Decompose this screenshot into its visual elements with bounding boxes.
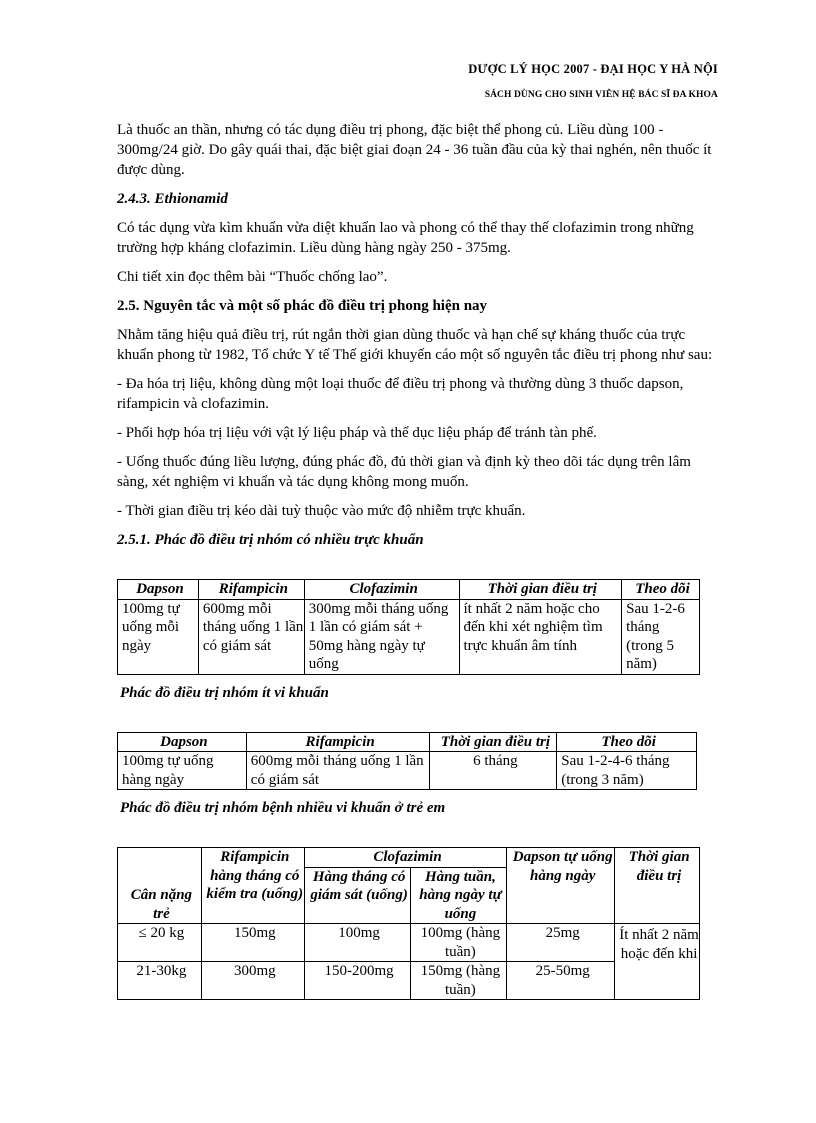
table-header: Hàng tuần, hàng ngày tự uống — [410, 867, 507, 924]
table-header: Theo dõi — [557, 732, 697, 752]
table-header: Rifampicin hàng tháng có kiểm tra (uống) — [201, 848, 304, 924]
paragraph: Có tác dụng vừa kìm khuẩn vừa diệt khuẩn lao và phong có thể thay thế clofazimin trong những trường hợp kháng clofazimin. Liều dùng hàng ngày 250 - 375mg. — [117, 220, 694, 256]
paragraph: Nhằm tăng hiệu quả điều trị, rút ngắn thời gian dùng thuốc và hạn chế sự kháng thuốc của trực khuẩn phong từ 1982, Tổ chức Y tế Thế giới khuyến cáo một số nguyên tắc điều trị phong như sau: — [117, 327, 713, 363]
table-cell: 600mg mỗi tháng uống 1 lần có giám sát — [246, 752, 430, 790]
table-cell: Sau 1-2-4-6 tháng (trong 3 năm) — [557, 752, 697, 790]
table-header: Cân nặng trẻ — [118, 848, 202, 924]
table-cell: 100mg — [304, 924, 410, 962]
table-cell: ≤ 20 kg — [118, 924, 202, 962]
table-cell: 150mg (hàng tuần) — [410, 962, 507, 1000]
paragraph: Chi tiết xin đọc thêm bài “Thuốc chống lao”. — [117, 269, 388, 285]
regimen-table-multibacillary — [117, 579, 700, 675]
table-header: Thời gian điều trị — [430, 732, 557, 752]
table-cell: 600mg mỗi tháng uống 1 lần có giám sát — [198, 599, 304, 674]
table-cell: 100mg tự uống mỗi ngày — [118, 599, 199, 674]
running-header-subtitle: SÁCH DÙNG CHO SINH VIÊN HỆ BÁC SĨ ĐA KHOA — [484, 90, 718, 100]
section-heading-2-5-1: 2.5.1. Phác đồ điều trị nhóm có nhiều trực khuẩn — [117, 532, 424, 548]
table-header: Rifampicin — [246, 732, 430, 752]
table-cell: 150-200mg — [304, 962, 410, 1000]
table-cell: ít nhất 2 năm hoặc cho đến khi xét nghiệm tìm trực khuẩn âm tính — [459, 599, 622, 674]
regimen-table-children — [117, 847, 700, 1000]
table-cell: 100mg tự uống hàng ngày — [118, 752, 247, 790]
table-caption-children: Phác đồ điều trị nhóm bệnh nhiều vi khuẩn ở trẻ em — [120, 800, 446, 816]
regimen-table-paucibacillary — [117, 732, 697, 791]
bullet-item: - Uống thuốc đúng liều lượng, đúng phác đồ, đủ thời gian và định kỳ theo dõi tác dụng trên lâm sàng, xét nghiệm vi khuẩn và tác dụng không mong muốn. — [117, 454, 691, 490]
table-header: Rifampicin — [198, 580, 304, 600]
table-header: Clofazimin — [304, 848, 507, 868]
bullet-item: - Thời gian điều trị kéo dài tuỳ thuộc vào mức độ nhiễm trực khuẩn. — [117, 503, 526, 519]
table-cell: 150mg — [201, 924, 304, 962]
table-cell: 100mg (hàng tuần) — [410, 924, 507, 962]
table-header: Clofazimin — [304, 580, 459, 600]
table-caption-paucibacillary: Phác đồ điều trị nhóm ít vi khuẩn — [120, 684, 329, 701]
paragraph: Là thuốc an thần, nhưng có tác dụng điều trị phong, đặc biệt thể phong củ. Liều dùng 100 - 300mg/24 giờ. Do gây quái thai, đặc biệt giai đoạn 24 - 36 tuần đầu của kỳ thai nghén, nên thuốc ít được dùng. — [117, 122, 712, 178]
table-header: Dapson tự uống hàng ngày — [507, 848, 615, 924]
table-header: Thời gian điều trị — [615, 848, 700, 924]
table-cell: 21-30kg — [118, 962, 202, 1000]
table-cell: Ít nhất 2 năm hoặc đến khi — [615, 924, 700, 1000]
page-content — [117, 120, 717, 1000]
table-cell: 300mg — [201, 962, 304, 1000]
table-header: Dapson — [118, 580, 199, 600]
table-cell: 25-50mg — [507, 962, 615, 1000]
table-cell: 6 tháng — [430, 752, 557, 790]
table-cell: 300mg mỗi tháng uống 1 lần có giám sát + 50mg hàng ngày tự uống — [304, 599, 459, 674]
section-heading-2-4-3: 2.4.3. Ethionamid — [117, 191, 228, 207]
section-heading-2-5: 2.5. Nguyên tắc và một số phác đồ điều trị phong hiện nay — [117, 298, 488, 314]
running-header-title: DƯỢC LÝ HỌC 2007 - ĐẠI HỌC Y HÀ NỘI — [468, 62, 718, 76]
table-cell: Sau 1-2-6 tháng (trong 5 năm) — [622, 599, 700, 674]
table-header: Thời gian điều trị — [459, 580, 622, 600]
bullet-item: - Phối hợp hóa trị liệu với vật lý liệu pháp và thể dục liệu pháp để tránh tàn phế. — [117, 425, 597, 441]
table-header: Dapson — [118, 732, 247, 752]
table-header: Theo dõi — [622, 580, 700, 600]
table-header: Hàng tháng có giám sát (uống) — [304, 867, 410, 924]
table-cell: 25mg — [507, 924, 615, 962]
bullet-item: - Đa hóa trị liệu, không dùng một loại thuốc để điều trị phong và thường dùng 3 thuốc dapson, rifampicin và clofazimin. — [117, 376, 684, 412]
